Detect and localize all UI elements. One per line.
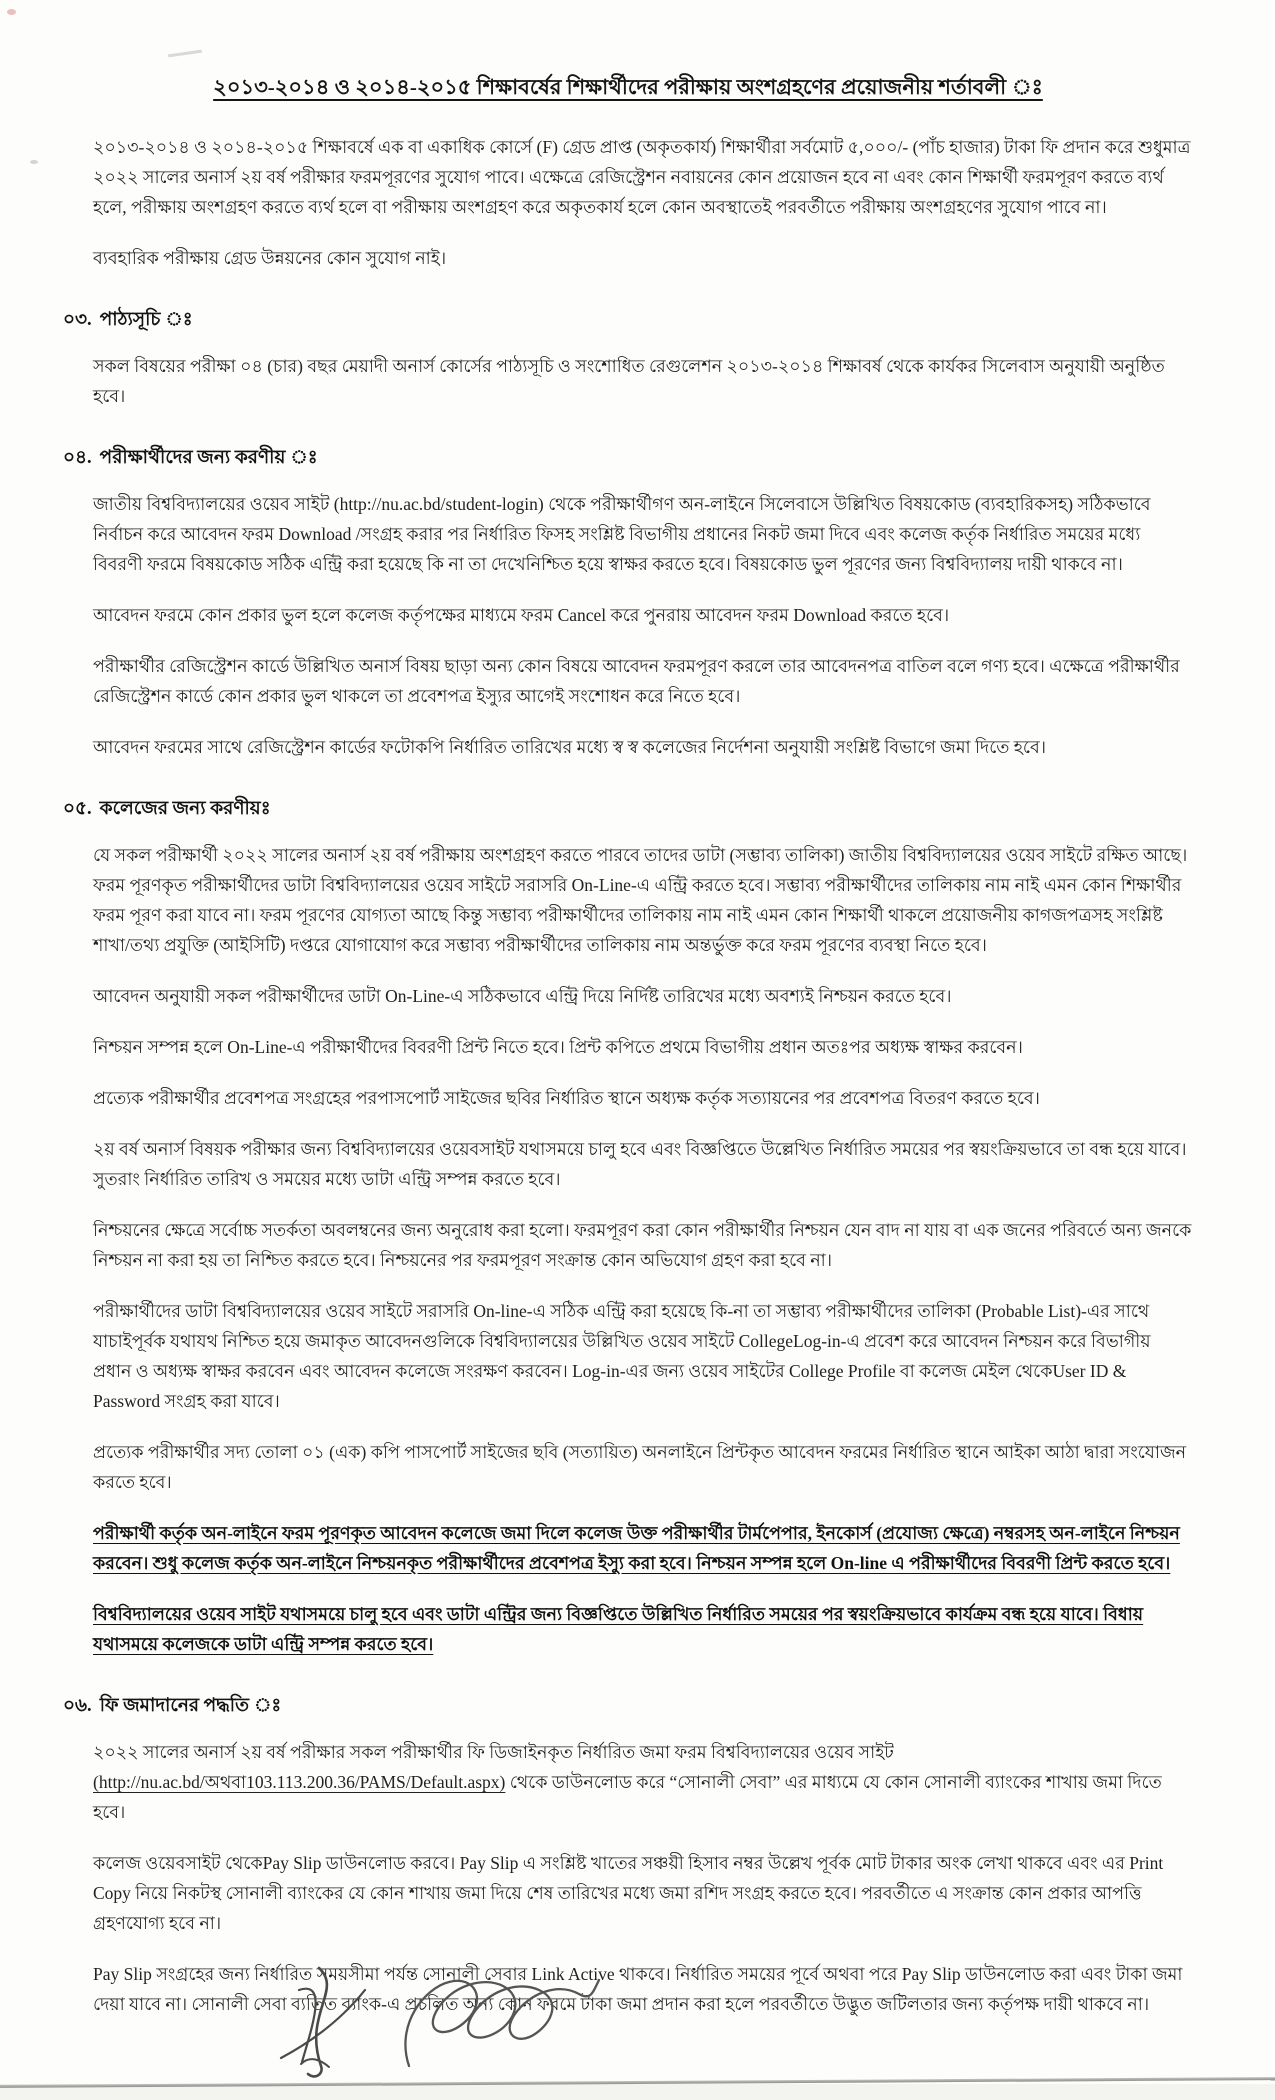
paragraph-underlined: পরীক্ষার্থী কর্তৃক অন-লাইনে ফরম পূরণকৃত আবেদন কলেজে জমা দিলে কলেজ উক্ত পরীক্ষার্থীর টার্মপেপার, ইনকোর্স (প্রযোজ্য ক্ষেত্রে) নম্বরসহ অন-লাইনে নিশ্চয়ন করবেন। শুধু কলেজ কর্তৃক অন-লাইনে নিশ্চয়নকৃত পরীক্ষার্থীদের প্রবেশপত্র ইস্যু করা হবে। নিশ্চয়ন সম্পন্ন হলে On-line এ পরীক্ষার্থীদের বিবরণী প্রিন্ট করতে হবে। [93, 1523, 1180, 1573]
intro-paragraph: ২০১৩-২০১৪ ও ২০১৪-২০১৫ শিক্ষাবর্ষে এক বা একাধিক কোর্সে (F) গ্রেড প্রাপ্ত (অকৃতকার্য) শিক্ষার্থীরা সর্বমোট ৫,০০০/- (পাঁচ হাজার) টাকা ফি প্রদান করে শুধুমাত্র ২০২২ সালের অনার্স ২য় বর্ষ পরীক্ষার ফরমপূরণের সুযোগ পাবে। এক্ষেত্রে রেজিস্ট্রেশন নবায়নের কোন প্রয়োজন হবে না এবং কোন শিক্ষার্থী ফরমপূরণ করতে ব্যর্থ হলে, পরীক্ষায় অংশগ্রহণ করতে ব্যর্থ হলে বা পরীক্ষায় অংশগ্রহণ করে অকৃতকার্য হলে কোন অবস্থাতেই পরবর্তীতে পরীক্ষায় অংশগ্রহণের সুযোগ পাবে না। [93, 137, 1191, 217]
paragraph: আবেদন ফরমে কোন প্রকার ভুল হলে কলেজ কর্তৃপক্ষের মাধ্যমে ফরম Cancel করে পুনরায় আবেদন ফরম Download করতে হবে। [93, 605, 950, 625]
page-title [63, 70, 1193, 104]
scan-smudge [168, 50, 202, 58]
paragraph-underlined: বিশ্ববিদ্যালয়ের ওয়েব সাইট যথাসময়ে চালু হবে এবং ডাটা এন্ট্রির জন্য বিজ্ঞপ্তিতে উল্লিখিত নির্ধারিত সময়ের পর স্বয়ংক্রিয়ভাবে কার্যক্রম বন্ধ হয়ে যাবে। বিধায় যথাসময়ে কলেজকে ডাটা এন্ট্রি সম্পন্ন করতে হবে। [93, 1604, 1144, 1654]
scan-smudge [30, 160, 38, 164]
section-heading-text: পাঠ্যসূচি ঃ [99, 310, 193, 330]
paragraph: আবেদন ফরমের সাথে রেজিস্ট্রেশন কার্ডের ফটোকপি নির্ধারিত তারিখের মধ্যে স্ব স্ব কলেজের নির্দেশনা অনুযায়ী সংশ্লিষ্ট বিভাগে জমা দিতে হবে। [93, 737, 1046, 757]
scan-smudge-red [7, 9, 16, 15]
section-number: ০৩. [63, 310, 92, 330]
page-title-text: ২০১৩-২০১৪ ও ২০১৪-২০১৫ শিক্ষাবর্ষের শিক্ষার্থীদের পরীক্ষায় অংশগ্রহণের প্রয়োজনীয় শর্তাবলী ঃ [213, 75, 1043, 99]
paragraph: কলেজ ওয়েবসাইট থেকেPay Slip ডাউনলোড করবে। Pay Slip এ সংশ্লিষ্ট খাতের সঞ্চয়ী হিসাব নম্বর উল্লেখ পূর্বক মোট টাকার অংক লেখা থাকবে এবং এর Print Copy নিয়ে নিকটস্থ সোনালী ব্যাংকের যে কোন শাখায় জমা দিয়ে শেষ তারিখের মধ্যে জমা রশিদ সংগ্রহ করতে হবে। পরবর্তীতে এ সংক্রান্ত কোন প্রকার আপত্তি গ্রহণযোগ্য হবে না। [93, 1853, 1164, 1933]
signature-scribble-2 [395, 1962, 625, 2077]
section-heading-text: পরীক্ষার্থীদের জন্য করণীয় ঃ [99, 448, 318, 468]
paragraph: পরীক্ষার্থীদের ডাটা বিশ্ববিদ্যালয়ের ওয়েব সাইটে সরাসরি On-line-এ সঠিক এন্ট্রি করা হয়েছে কি-না তা সম্ভাব্য পরীক্ষার্থীদের তালিকা (Probable List)-এর সাথে যাচাইপূর্বক যথাযথ নিশ্চিত হয়ে জমাকৃত আবেদনগুলিকে বিশ্ববিদ্যালয়ের উল্লিখিত ওয়েব সাইটে CollegeLog-in-এ প্রবেশ করে আবেদন নিশ্চয়ন করে বিভাগীয় প্রধান ও অধ্যক্ষ স্বাক্ষর করবেন এবং আবেদন কলেজে সংরক্ষণ করবেন। Log-in-এর জন্য ওয়েব সাইটের College Profile বা কলেজ মেইল থেকেUser ID & Password সংগ্রহ করা যাবে। [93, 1301, 1151, 1411]
section-number: ০৪. [63, 448, 92, 468]
section-heading-03 [63, 305, 1193, 336]
signature-scribble-1 [245, 1962, 385, 2087]
section-heading-text: ফি জমাদানের পদ্ধতি ঃ [99, 1696, 282, 1716]
section-heading-06 [63, 1691, 1193, 1722]
paragraph: জাতীয় বিশ্ববিদ্যালয়ের ওয়েব সাইট (http://nu.ac.bd/student-login) থেকে পরীক্ষার্থীগণ অন-লাইনে সিলেবাসে উল্লিখিত বিষয়কোড (ব্যবহারিকসহ) সঠিকভাবে নির্বাচন করে আবেদন ফরম Download /সংগ্রহ করার পর নির্ধারিত ফিসহ সংশ্লিষ্ট বিভাগীয় প্রধানের নিকট জমা দিবে এবং কলেজ কর্তৃক নির্ধারিত সময়ের মধ্যে বিবরণী ফরমে বিষয়কোড সঠিক এন্ট্রি করা হয়েছে কি না তা দেখেনিশ্চিত হয়ে স্বাক্ষর করতে হবে। বিষয়কোড ভুল পূরণের জন্য বিশ্ববিদ্যালয় দায়ী থাকবে না। [93, 494, 1151, 574]
fee-form-url: (http://nu.ac.bd/অথবা103.113.200.36/PAMS/Default.aspx) [93, 1772, 506, 1792]
section-heading-04 [63, 443, 1193, 474]
fee-paragraph-before: ২০২২ সালের অনার্স ২য় বর্ষ পরীক্ষার সকল পরীক্ষার্থীর ফি ডিজাইনকৃত নির্ধারিত জমা ফরম বিশ্ববিদ্যালয়ের ওয়েব সাইট [93, 1742, 894, 1762]
paragraph [93, 1737, 1193, 1827]
paragraph: পরীক্ষার্থীর রেজিস্ট্রেশন কার্ডে উল্লিখিত অনার্স বিষয় ছাড়া অন্য কোন বিষয়ে আবেদন ফরমপূরণ করলে তার আবেদনপত্র বাতিল বলে গণ্য হবে। এক্ষেত্রে পরীক্ষার্থীর রেজিস্ট্রেশন কার্ডে কোন প্রকার ভুল থাকলে তা প্রবেশপত্র ইস্যুর আগেই সংশোধন করে নিতে হবে। [93, 656, 1180, 706]
intro-paragraph: ব্যবহারিক পরীক্ষায় গ্রেড উন্নয়নের কোন সুযোগ নাই। [93, 248, 447, 268]
section-number: ০৬. [63, 1696, 92, 1716]
paragraph: সকল বিষয়ের পরীক্ষা ০৪ (চার) বছর মেয়াদী অনার্স কোর্সের পাঠ্যসূচি ও সংশোধিত রেগুলেশন ২০১৩-২০১৪ শিক্ষাবর্ষ থেকে কার্যকর সিলেবাস অনুযায়ী অনুষ্ঠিত হবে। [93, 356, 1165, 406]
paragraph: প্রত্যেক পরীক্ষার্থীর সদ্য তোলা ০১ (এক) কপি পাসপোর্ট সাইজের ছবি (সত্যায়িত) অনলাইনে প্রিন্টকৃত আবেদন ফরমের নির্ধারিত স্থানে আইকা আঠা দ্বারা সংযোজন করতে হবে। [93, 1442, 1187, 1492]
paragraph: প্রত্যেক পরীক্ষার্থীর প্রবেশপত্র সংগ্রহের পরপাসপোর্ট সাইজের ছবির নির্ধারিত স্থানে অধ্যক্ষ কর্তৃক সত্যায়নের পর প্রবেশপত্র বিতরণ করতে হবে। [93, 1088, 1040, 1108]
section-number: ০৫. [63, 799, 92, 819]
fee-paragraph-after: থেকে ডাউনলোড করে “সোনালী সেবা” এর মাধ্যমে যে কোন সোনালী ব্যাংকের শাখায় জমা দিতে হবে। [93, 1772, 1162, 1822]
notice-body [63, 70, 1193, 2040]
section-heading-05 [63, 794, 1193, 825]
paragraph: Pay Slip সংগ্রহের জন্য নির্ধারিত সময়সীমা পর্যন্ত সোনালী সেবার Link Active থাকবে। নির্ধারিত সময়ের পূর্বে অথবা পরে Pay Slip ডাউনলোড করা এবং টাকা জমা দেয়া যাবে না। সোনালী সেবা ব্যতিত ব্যাংক-এ প্রচলিত অন্য কোন ফরমে টাকা জমা প্রদান করা হলে পরবর্তীতে উদ্ভুত জটিলতার জন্য কর্তৃপক্ষ দায়ী থাকবে না। [93, 1964, 1183, 2014]
section-heading-text: কলেজের জন্য করণীয়ঃ [99, 799, 271, 819]
paragraph: নিশ্চয়নের ক্ষেত্রে সর্বোচ্চ সতর্কতা অবলম্বনের জন্য অনুরোধ করা হলো। ফরমপূরণ করা কোন পরীক্ষার্থীর নিশ্চয়ন যেন বাদ না যায় বা এক জনের পরিবর্তে অন্য জনকে নিশ্চয়ন না করা হয় তা নিশ্চিত করতে হবে। নিশ্চয়নের পর ফরমপূরণ সংক্রান্ত কোন অভিযোগ গ্রহণ করা হবে না। [93, 1220, 1192, 1270]
signatures-area [225, 1962, 665, 2092]
paragraph: যে সকল পরীক্ষার্থী ২০২২ সালের অনার্স ২য় বর্ষ পরীক্ষায় অংশগ্রহণ করতে পারবে তাদের ডাটা (সম্ভাব্য তালিকা) জাতীয় বিশ্ববিদ্যালয়ের ওয়েব সাইটে রক্ষিত আছে। ফরম পূরণকৃত পরীক্ষার্থীদের ডাটা বিশ্ববিদ্যালয়ের ওয়েব সাইটে সরাসরি On-Line-এ এন্ট্রি করতে হবে। সম্ভাব্য পরীক্ষার্থীদের তালিকায় নাম নাই এমন কোন শিক্ষার্থীর ফরম পূরণ করা যাবে না। ফরম পূরণের যোগ্যতা আছে কিন্তু সম্ভাব্য পরীক্ষার্থীদের তালিকায় নাম নাই এমন কোন শিক্ষার্থী থাকলে প্রয়োজনীয় কাগজপত্রসহ সংশ্লিষ্ট শাখা/তথ্য প্রযুক্তি (আইসিটি) দপ্তরে যোগাযোগ করে সম্ভাব্য পরীক্ষার্থীদের তালিকায় নাম অন্তর্ভুক্ত করে ফরম পূরণের ব্যবস্থা নিতে হবে। [93, 845, 1188, 955]
paragraph: আবেদন অনুযায়ী সকল পরীক্ষার্থীদের ডাটা On-Line-এ সঠিকভাবে এন্ট্রি দিয়ে নির্দিষ্ট তারিখের মধ্যে অবশ্যই নিশ্চয়ন করতে হবে। [93, 986, 952, 1006]
paragraph: নিশ্চয়ন সম্পন্ন হলে On-Line-এ পরীক্ষার্থীদের বিবরণী প্রিন্ট নিতে হবে। প্রিন্ট কপিতে প্রথমে বিভাগীয় প্রধান অতঃপর অধ্যক্ষ স্বাক্ষর করবেন। [93, 1037, 1023, 1057]
paragraph: ২য় বর্ষ অনার্স বিষয়ক পরীক্ষার জন্য বিশ্ববিদ্যালয়ের ওয়েবসাইট যথাসময়ে চালু হবে এবং বিজ্ঞপ্তিতে উল্লেখিত নির্ধারিত সময়ের পর স্বয়ংক্রিয়ভাবে তা বন্ধ হয়ে যাবে। সুতরাং নির্ধারিত তারিখ ও সময়ের মধ্যে ডাটা এন্ট্রি সম্পন্ন করতে হবে। [93, 1139, 1187, 1189]
